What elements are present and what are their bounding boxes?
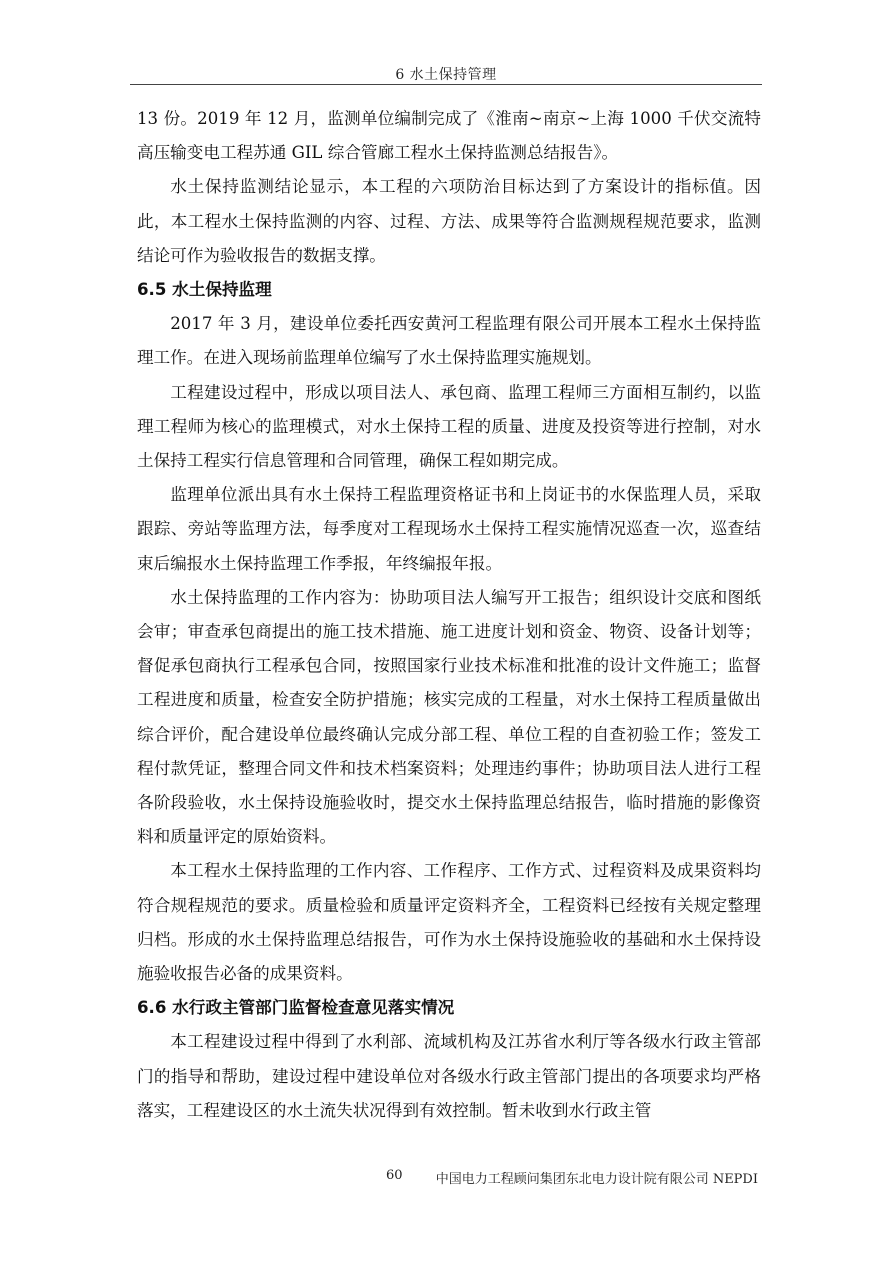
paragraph-supervision-mode: 工程建设过程中，形成以项目法人、承包商、监理工程师三方面相互制约，以监理工程师为核心的监理模式，对水土保持工程的质量、进度及投资等进行控制，对水土保持工程实行信息管理和合同管理，确保工程如期完成。: [137, 382, 761, 471]
footer-organization: 中国电力工程顾问集团东北电力设计院有限公司 NEPDI: [435, 1172, 758, 1187]
paragraph-supervision-commission: 2017 年 3 月，建设单位委托西安黄河工程监理有限公司开展本工程水土保持监理工作。在进入现场前监理单位编写了水土保持监理实施规划。: [137, 314, 761, 368]
page-number: 60: [386, 1168, 403, 1183]
section-heading-6-6: 6.6 水行政主管部门监督检查意见落实情况: [137, 998, 455, 1018]
header-divider: [130, 84, 762, 85]
paragraph-continuation: 13 份。2019 年 12 月，监测单位编制完成了《淮南~南京~上海 1000 千伏交流特高压输变电工程苏通 GIL 综合管廊工程水土保持监测总结报告》。: [137, 109, 761, 163]
running-header-title: 6 水土保持管理: [395, 67, 497, 83]
section-heading-6-5: 6.5 水土保持监理: [137, 280, 272, 300]
paragraph-supervision-conclusion: 本工程水土保持监理的工作内容、工作程序、工作方式、过程资料及成果资料均符合规程规范的要求。质量检验和质量评定资料齐全，工程资料已经按有关规定整理归档。形成的水土保持监理总结报告，可作为水土保持设施验收的基础和水土保持设施验收报告必备的成果资料。: [137, 861, 761, 984]
paragraph-supervision-staff: 监理单位派出具有水土保持工程监理资格证书和上岗证书的水保监理人员，采取跟踪、旁站等监理方法，每季度对工程现场水土保持工程实施情况巡查一次，巡查结束后编报水土保持监理工作季报，年终编报年报。: [137, 485, 761, 573]
paragraph-supervision-tasks: 水土保持监理的工作内容为：协助项目法人编写开工报告；组织设计交底和图纸会审；审查承包商提出的施工技术措施、施工进度计划和资金、物资、设备计划等；督促承包商执行工程承包合同，按照国家行业技术标准和批准的设计文件施工；监督工程进度和质量，检查安全防护措施；核实完成的工程量，对水土保持工程质量做出综合评价，配合建设单位最终确认完成分部工程、单位工程的自查初验工作；签发工程付款凭证，整理合同文件和技术档案资料；处理违约事件；协助项目法人进行工程各阶段验收，水土保持设施验收时，提交水土保持监理总结报告，临时措施的影像资料和质量评定的原始资料。: [137, 587, 761, 847]
body-text: [137, 102, 761, 1128]
paragraph-monitoring-conclusion: 水土保持监测结论显示，本工程的六项防治目标达到了方案设计的指标值。因此，本工程水土保持监测的内容、过程、方法、成果等符合监测规程规范要求，监测结论可作为验收报告的数据支撑。: [137, 177, 761, 265]
page-footer: [130, 1168, 762, 1190]
paragraph-authority-inspection: 本工程建设过程中得到了水利部、流域机构及江苏省水利厅等各级水行政主管部门的指导和帮助，建设过程中建设单位对各级水行政主管部门提出的各项要求均严格落实，工程建设区的水土流失状况得到有效控制。暂未收到水行政主管: [137, 1032, 761, 1120]
